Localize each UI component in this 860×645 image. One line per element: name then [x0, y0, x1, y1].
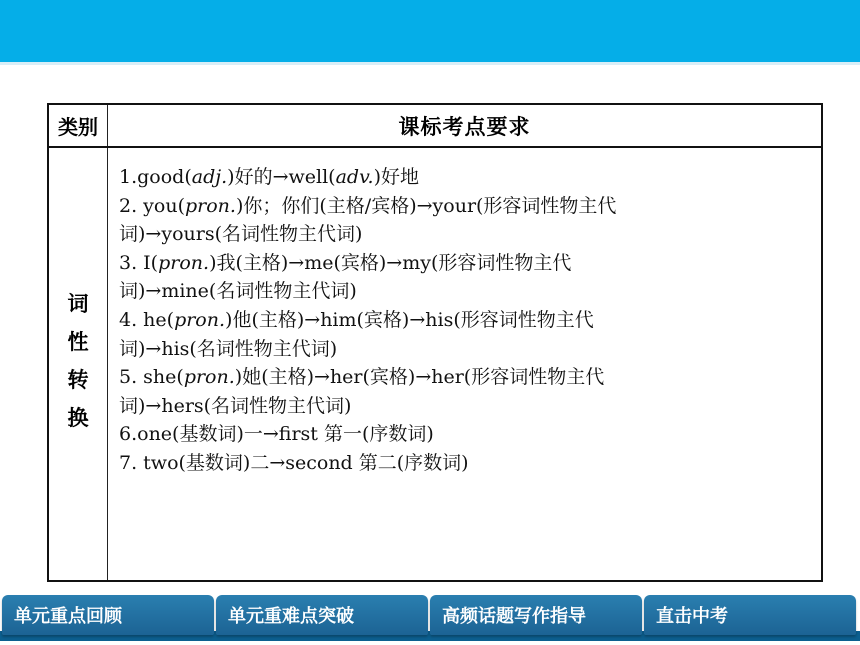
tab-unit-review[interactable]: 单元重点回顾: [2, 595, 214, 635]
header-requirement: 课标考点要求: [398, 114, 531, 139]
category-cell: [49, 285, 107, 437]
tab-writing-guide[interactable]: 高频话题写作指导: [430, 595, 642, 635]
tab-unit-difficulties[interactable]: 单元重难点突破: [216, 595, 428, 635]
bottom-nav: [0, 595, 860, 639]
category-char: 词: [67, 292, 89, 316]
column-divider: [107, 105, 108, 580]
content-line: 7. two(基数词)二→second 第二(序数词): [119, 451, 469, 474]
content-line: 词)→hers(名词性物主代词): [119, 394, 352, 417]
content-line: 6.one(基数词)一→first 第一(序数词): [119, 423, 434, 446]
requirement-content: [119, 163, 809, 478]
content-line: 4. he(pron.)他(主格)→him(宾格)→his(形容词性物主代: [119, 308, 594, 331]
top-banner: [0, 0, 860, 62]
category-char: 转: [67, 368, 89, 392]
header-divider: [49, 146, 821, 148]
content-line: 词)→mine(名词性物主代词): [119, 280, 357, 303]
content-line: 2. you(pron.)你；你们(主格/宾格)→your(形容词性物主代: [119, 194, 617, 217]
header-category: 类别: [58, 115, 98, 139]
category-char: 换: [67, 406, 89, 430]
content-line: 3. I(pron.)我(主格)→me(宾格)→my(形容词性物主代: [119, 251, 572, 274]
tab-exam[interactable]: 直击中考: [644, 595, 856, 635]
top-banner-shadow: [0, 62, 860, 65]
content-line: 1.good(adj.)好的→well(adv.)好地: [119, 166, 420, 188]
requirements-table: [47, 103, 823, 582]
content-line: 5. she(pron.)她(主格)→her(宾格)→her(形容词性物主代: [119, 366, 605, 389]
content-line: 词)→yours(名词性物主代词): [119, 223, 363, 246]
category-char: 性: [67, 330, 89, 354]
content-line: 词)→his(名词性物主代词): [119, 337, 338, 360]
